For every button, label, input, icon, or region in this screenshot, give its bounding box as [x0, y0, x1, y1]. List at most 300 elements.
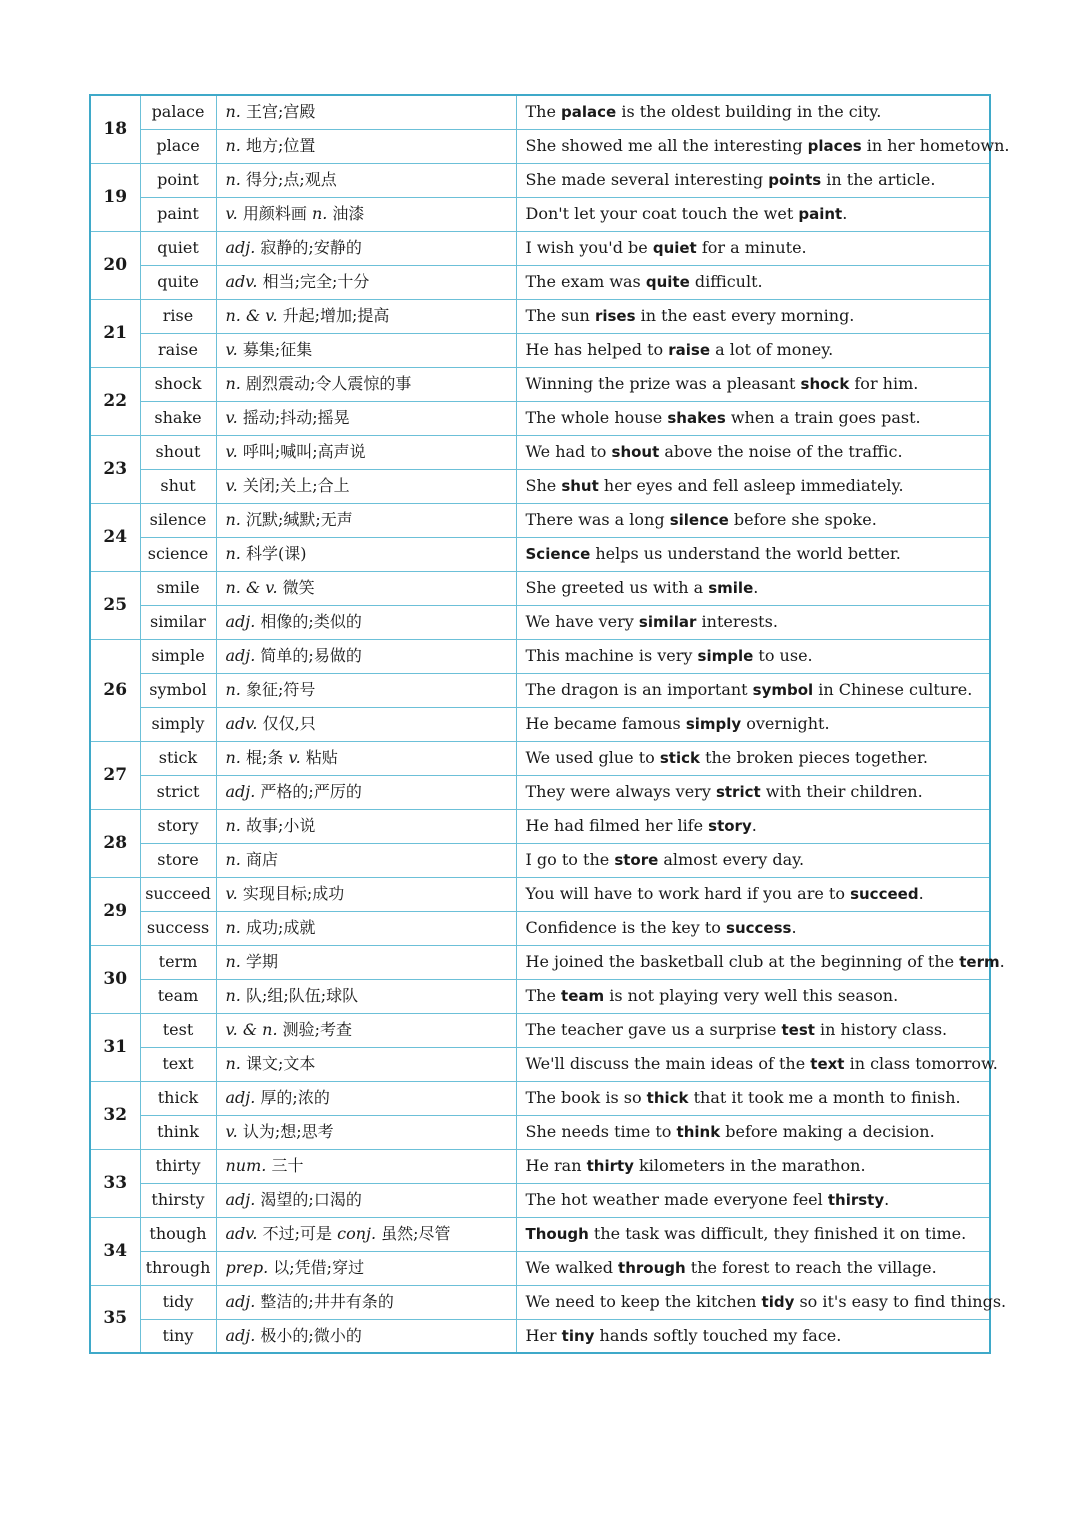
- table-row: [90, 537, 990, 571]
- example-keyword: places: [807, 137, 862, 155]
- example-keyword: story: [708, 817, 752, 835]
- definition-cell: [216, 1217, 516, 1251]
- chinese-meaning: 得分;点;观点: [245, 170, 337, 189]
- word-cell: similar: [140, 605, 216, 639]
- definition-cell: [216, 673, 516, 707]
- example-keyword: succeed: [850, 885, 919, 903]
- word-cell: stick: [140, 741, 216, 775]
- example-before: The: [525, 102, 562, 122]
- group-number: 30: [90, 945, 140, 1013]
- word-cell: through: [140, 1251, 216, 1285]
- example-sentence: [516, 979, 990, 1013]
- table-row: [90, 1115, 990, 1149]
- part-of-speech: v.: [225, 884, 238, 903]
- example-after: .: [884, 1190, 890, 1209]
- definition-cell: [216, 367, 516, 401]
- definition-cell: [216, 1047, 516, 1081]
- example-sentence: [516, 1013, 990, 1047]
- word-cell: succeed: [140, 877, 216, 911]
- table-row: [90, 197, 990, 231]
- chinese-meaning: 实现目标;成功: [242, 884, 345, 903]
- group-number: 29: [90, 877, 140, 945]
- example-before: The book is so: [525, 1088, 647, 1107]
- example-before: The exam was: [525, 272, 646, 291]
- example-after: helps us understand the world better.: [590, 544, 901, 563]
- part-of-speech: n.: [225, 102, 241, 122]
- example-before: The hot weather made everyone feel: [525, 1190, 828, 1209]
- example-sentence: [516, 1285, 1007, 1319]
- example-sentence: [516, 537, 990, 571]
- table-row: [90, 945, 990, 979]
- example-before: She: [525, 476, 562, 495]
- example-keyword: success: [726, 919, 792, 937]
- example-after: the broken pieces together.: [699, 748, 928, 767]
- chinese-meaning: 油漆: [332, 204, 365, 223]
- example-before: The sun: [525, 306, 595, 325]
- definition-cell: [216, 639, 516, 673]
- chinese-meaning: 王宫;宫殿: [245, 102, 316, 122]
- chinese-meaning: 粘贴: [305, 748, 338, 767]
- example-sentence: [516, 1217, 990, 1251]
- group-number: 19: [90, 163, 140, 231]
- word-cell: store: [140, 843, 216, 877]
- example-keyword: raise: [668, 341, 710, 359]
- word-cell: strict: [140, 775, 216, 809]
- table-row: [90, 435, 990, 469]
- table-row: [90, 367, 990, 401]
- example-before: We walked: [525, 1258, 619, 1277]
- chinese-meaning: 学期: [245, 952, 278, 971]
- part-of-speech: adv.: [225, 1224, 258, 1243]
- example-sentence: [516, 1251, 990, 1285]
- example-after: in her hometown.: [861, 136, 1010, 155]
- group-number: 27: [90, 741, 140, 809]
- definition-cell: [216, 1319, 516, 1353]
- example-sentence: [516, 911, 990, 945]
- example-after: kilometers in the marathon.: [633, 1156, 866, 1175]
- group-number: 32: [90, 1081, 140, 1149]
- part-of-speech: adj.: [225, 1292, 256, 1311]
- definition-cell: [216, 741, 516, 775]
- example-after: .: [791, 918, 797, 937]
- table-row: [90, 809, 990, 843]
- part-of-speech: n.: [225, 170, 241, 189]
- word-cell: silence: [140, 503, 216, 537]
- part-of-speech: n.: [225, 136, 241, 155]
- definition-cell: [216, 503, 516, 537]
- word-cell: test: [140, 1013, 216, 1047]
- example-after: for him.: [849, 374, 919, 393]
- example-after: in history class.: [814, 1020, 948, 1039]
- definition-cell: [216, 1285, 516, 1319]
- example-before: I go to the: [525, 850, 615, 869]
- word-cell: smile: [140, 571, 216, 605]
- chinese-meaning: 不过;可是: [262, 1224, 333, 1243]
- chinese-meaning: 沉默;缄默;无声: [245, 510, 353, 529]
- part-of-speech: adj.: [225, 1325, 256, 1345]
- example-after: so it's easy to find things.: [794, 1292, 1007, 1311]
- part-of-speech: adj.: [225, 646, 256, 665]
- example-keyword: shock: [800, 375, 850, 393]
- example-after: .: [999, 952, 1005, 971]
- word-cell: text: [140, 1047, 216, 1081]
- definition-cell: [216, 401, 516, 435]
- example-sentence: [516, 809, 990, 843]
- word-cell: success: [140, 911, 216, 945]
- example-keyword: palace: [561, 103, 617, 122]
- example-before: Winning the prize was a pleasant: [525, 374, 801, 393]
- chinese-meaning: 微笑: [282, 578, 315, 597]
- example-keyword: Though: [525, 1225, 589, 1243]
- word-cell: think: [140, 1115, 216, 1149]
- example-before: Confidence is the key to: [525, 918, 727, 937]
- part-of-speech: n.: [225, 816, 241, 835]
- example-keyword: silence: [669, 511, 729, 529]
- part-of-speech: v.: [225, 442, 238, 461]
- definition-cell: [216, 945, 516, 979]
- table-row: [90, 775, 990, 809]
- definition-cell: [216, 95, 516, 129]
- word-cell: quite: [140, 265, 216, 299]
- example-sentence: [516, 1047, 998, 1081]
- chinese-meaning: 象征;符号: [245, 680, 316, 699]
- table-row: [90, 741, 990, 775]
- chinese-meaning: 用颜料画: [242, 204, 307, 223]
- group-number: 28: [90, 809, 140, 877]
- example-keyword: paint: [798, 205, 843, 223]
- definition-cell: [216, 435, 516, 469]
- example-sentence: [516, 945, 1005, 979]
- part-of-speech: n. & v.: [225, 578, 278, 597]
- example-sentence: [516, 231, 990, 265]
- part-of-speech: adj.: [225, 238, 256, 257]
- group-number: 35: [90, 1285, 140, 1353]
- part-of-speech: adj.: [225, 782, 256, 801]
- example-keyword: team: [561, 987, 605, 1005]
- example-after: before she spoke.: [728, 510, 877, 529]
- chinese-meaning: 三十: [271, 1156, 304, 1175]
- example-sentence: [516, 1149, 990, 1183]
- example-sentence: [516, 843, 990, 877]
- table-row: [90, 605, 990, 639]
- table-row: [90, 571, 990, 605]
- example-after: .: [842, 204, 848, 223]
- chinese-meaning: 地方;位置: [245, 136, 316, 155]
- example-sentence: [516, 163, 990, 197]
- part-of-speech: n.: [225, 544, 241, 563]
- table-row: [90, 401, 990, 435]
- part-of-speech: adj.: [225, 612, 256, 631]
- definition-cell: [216, 571, 516, 605]
- definition-cell: [216, 1149, 516, 1183]
- group-number: 34: [90, 1217, 140, 1285]
- table-row: [90, 163, 990, 197]
- example-after: .: [753, 578, 759, 597]
- part-of-speech: num.: [225, 1156, 267, 1175]
- example-keyword: simply: [685, 715, 742, 733]
- example-before: They were always very: [525, 782, 716, 801]
- example-sentence: [516, 401, 990, 435]
- chinese-meaning: 成功;成就: [245, 918, 316, 937]
- example-after: above the noise of the traffic.: [659, 442, 903, 461]
- part-of-speech: adv.: [225, 272, 258, 291]
- word-cell: point: [140, 163, 216, 197]
- example-keyword: rises: [594, 307, 636, 325]
- chinese-meaning: 募集;征集: [242, 340, 313, 359]
- table-row: [90, 1013, 990, 1047]
- example-keyword: Science: [525, 545, 591, 563]
- word-cell: term: [140, 945, 216, 979]
- example-sentence: [516, 673, 990, 707]
- table-row: [90, 843, 990, 877]
- example-keyword: shut: [561, 477, 599, 495]
- example-before: The teacher gave us a surprise: [525, 1020, 782, 1039]
- vocabulary-table-body: [90, 95, 1010, 1353]
- part-of-speech: n.: [225, 748, 241, 767]
- table-row: [90, 129, 990, 163]
- chinese-meaning: 仅仅,只: [262, 714, 316, 733]
- example-keyword: symbol: [752, 681, 814, 699]
- part-of-speech: adj.: [225, 1190, 256, 1209]
- example-sentence: [516, 197, 990, 231]
- word-cell: thirty: [140, 1149, 216, 1183]
- group-number: 18: [90, 95, 140, 163]
- example-sentence: [516, 741, 990, 775]
- word-cell: science: [140, 537, 216, 571]
- example-sentence: [516, 95, 990, 129]
- table-row: [90, 95, 990, 129]
- word-cell: quiet: [140, 231, 216, 265]
- chinese-meaning: 渴望的;口渴的: [260, 1190, 362, 1209]
- chinese-meaning: 关闭;关上;合上: [242, 476, 350, 495]
- group-number: 23: [90, 435, 140, 503]
- table-row: [90, 265, 990, 299]
- part-of-speech: n.: [225, 510, 241, 529]
- example-after: the forest to reach the village.: [685, 1258, 937, 1277]
- chinese-meaning: 严格的;严厉的: [260, 782, 362, 801]
- chinese-meaning: 故事;小说: [245, 816, 316, 835]
- definition-cell: [216, 469, 516, 503]
- example-after: with their children.: [760, 782, 923, 801]
- group-number: 22: [90, 367, 140, 435]
- chinese-meaning: 升起;增加;提高: [282, 306, 390, 325]
- definition-cell: [216, 1251, 516, 1285]
- example-after: .: [751, 816, 757, 835]
- example-after: for a minute.: [696, 238, 807, 257]
- definition-cell: [216, 843, 516, 877]
- table-row: [90, 1047, 990, 1081]
- part-of-speech: v.: [225, 204, 238, 223]
- example-sentence: [516, 571, 990, 605]
- example-after: overnight.: [741, 714, 830, 733]
- part-of-speech: n.: [225, 986, 241, 1005]
- chinese-meaning: 极小的;微小的: [260, 1325, 362, 1345]
- table-row: [90, 1319, 990, 1353]
- example-sentence: [516, 1319, 990, 1353]
- word-cell: raise: [140, 333, 216, 367]
- definition-cell: [216, 605, 516, 639]
- table-row: [90, 299, 990, 333]
- example-before: The dragon is an important: [525, 680, 753, 699]
- part-of-speech: prep.: [225, 1258, 269, 1277]
- example-sentence: [516, 469, 990, 503]
- example-sentence: [516, 129, 1010, 163]
- example-after: in Chinese culture.: [813, 680, 973, 699]
- part-of-speech: n.: [225, 680, 241, 699]
- chinese-meaning: 以;凭借;穿过: [273, 1258, 365, 1277]
- example-keyword: similar: [638, 613, 697, 631]
- example-sentence: [516, 1081, 990, 1115]
- definition-cell: [216, 265, 516, 299]
- example-sentence: [516, 1115, 990, 1149]
- definition-cell: [216, 911, 516, 945]
- example-before: She made several interesting: [525, 170, 769, 189]
- part-of-speech: adj.: [225, 1088, 256, 1107]
- part-of-speech: n.: [225, 952, 241, 971]
- chinese-meaning: 整洁的;井井有条的: [260, 1292, 394, 1311]
- chinese-meaning: 认为;想;思考: [242, 1122, 334, 1141]
- chinese-meaning: 课文;文本: [245, 1054, 316, 1073]
- definition-cell: [216, 979, 516, 1013]
- example-sentence: [516, 707, 990, 741]
- word-cell: rise: [140, 299, 216, 333]
- example-keyword: text: [810, 1055, 845, 1073]
- table-row: [90, 1183, 990, 1217]
- definition-cell: [216, 809, 516, 843]
- chinese-meaning: 寂静的;安静的: [260, 238, 362, 257]
- part-of-speech: n.: [225, 850, 241, 869]
- definition-cell: [216, 129, 516, 163]
- example-before: Don't let your coat touch the wet: [525, 204, 799, 223]
- part-of-speech: v.: [288, 748, 301, 767]
- example-sentence: [516, 299, 990, 333]
- example-before: She greeted us with a: [525, 578, 709, 597]
- example-keyword: quiet: [652, 239, 697, 257]
- part-of-speech: v.: [225, 408, 238, 427]
- example-keyword: strict: [715, 783, 761, 801]
- part-of-speech: adv.: [225, 714, 258, 733]
- example-after: to use.: [753, 646, 813, 665]
- example-before: I wish you'd be: [525, 238, 653, 257]
- example-before: We'll discuss the main ideas of the: [525, 1054, 811, 1073]
- part-of-speech: n.: [225, 918, 241, 937]
- word-cell: team: [140, 979, 216, 1013]
- example-sentence: [516, 1183, 990, 1217]
- word-cell: shake: [140, 401, 216, 435]
- table-row: [90, 231, 990, 265]
- chinese-meaning: 呼叫;喊叫;高声说: [242, 442, 366, 461]
- word-cell: simple: [140, 639, 216, 673]
- word-cell: story: [140, 809, 216, 843]
- example-sentence: [516, 639, 990, 673]
- definition-cell: [216, 163, 516, 197]
- chinese-meaning: 科学(课): [245, 544, 307, 563]
- example-keyword: shout: [611, 443, 660, 461]
- definition-cell: [216, 1115, 516, 1149]
- table-row: [90, 639, 990, 673]
- example-after: is the oldest building in the city.: [616, 102, 882, 122]
- example-keyword: tiny: [561, 1326, 595, 1345]
- definition-cell: [216, 333, 516, 367]
- definition-cell: [216, 1013, 516, 1047]
- example-keyword: points: [768, 171, 822, 189]
- example-keyword: smile: [708, 579, 754, 597]
- example-after: in the article.: [821, 170, 936, 189]
- definition-cell: [216, 1081, 516, 1115]
- example-before: We need to keep the kitchen: [525, 1292, 762, 1311]
- part-of-speech: n.: [225, 1054, 241, 1073]
- table-row: [90, 1285, 990, 1319]
- example-before: This machine is very: [525, 646, 698, 665]
- group-number: 20: [90, 231, 140, 299]
- definition-cell: [216, 537, 516, 571]
- word-cell: palace: [140, 95, 216, 129]
- example-after: in the east every morning.: [635, 306, 855, 325]
- example-sentence: [516, 333, 990, 367]
- chinese-meaning: 队;组;队伍;球队: [245, 986, 359, 1005]
- example-before: He became famous: [525, 714, 686, 733]
- example-before: Her: [525, 1325, 562, 1345]
- part-of-speech: v.: [225, 476, 238, 495]
- table-row: [90, 1251, 990, 1285]
- example-after: almost every day.: [658, 850, 805, 869]
- example-keyword: simple: [697, 647, 754, 665]
- example-before: He ran: [525, 1156, 587, 1175]
- example-keyword: thick: [646, 1089, 689, 1107]
- definition-cell: [216, 231, 516, 265]
- definition-cell: [216, 877, 516, 911]
- chinese-meaning: 相当;完全;十分: [262, 272, 370, 291]
- example-sentence: [516, 503, 990, 537]
- chinese-meaning: 棍;条: [245, 748, 284, 767]
- part-of-speech: n. & v.: [225, 306, 278, 325]
- example-before: She needs time to: [525, 1122, 677, 1141]
- definition-cell: [216, 1183, 516, 1217]
- definition-cell: [216, 197, 516, 231]
- example-keyword: test: [781, 1021, 815, 1039]
- example-before: The whole house: [525, 408, 668, 427]
- example-after: when a train goes past.: [725, 408, 921, 427]
- example-keyword: shakes: [667, 409, 726, 427]
- part-of-speech: conj.: [337, 1224, 377, 1243]
- example-before: He has helped to: [525, 340, 669, 359]
- example-before: She showed me all the interesting: [525, 136, 808, 155]
- example-after: before making a decision.: [720, 1122, 935, 1141]
- table-row: [90, 877, 990, 911]
- chinese-meaning: 虽然;尽管: [381, 1224, 451, 1243]
- example-keyword: quite: [645, 273, 690, 291]
- example-keyword: stick: [659, 749, 700, 767]
- word-cell: thick: [140, 1081, 216, 1115]
- table-row: [90, 1149, 990, 1183]
- group-number: 31: [90, 1013, 140, 1081]
- group-number: 26: [90, 639, 140, 741]
- word-cell: shout: [140, 435, 216, 469]
- word-cell: simply: [140, 707, 216, 741]
- example-before: The: [525, 986, 562, 1005]
- chinese-meaning: 测验;考查: [282, 1020, 353, 1039]
- vocabulary-table: [89, 94, 1010, 1354]
- example-sentence: [516, 265, 990, 299]
- example-before: He had filmed her life: [525, 816, 709, 835]
- example-after: difficult.: [689, 272, 763, 291]
- definition-cell: [216, 707, 516, 741]
- part-of-speech: v.: [225, 1122, 238, 1141]
- example-sentence: [516, 435, 990, 469]
- chinese-meaning: 商店: [245, 850, 278, 869]
- table-row: [90, 673, 990, 707]
- table-row: [90, 503, 990, 537]
